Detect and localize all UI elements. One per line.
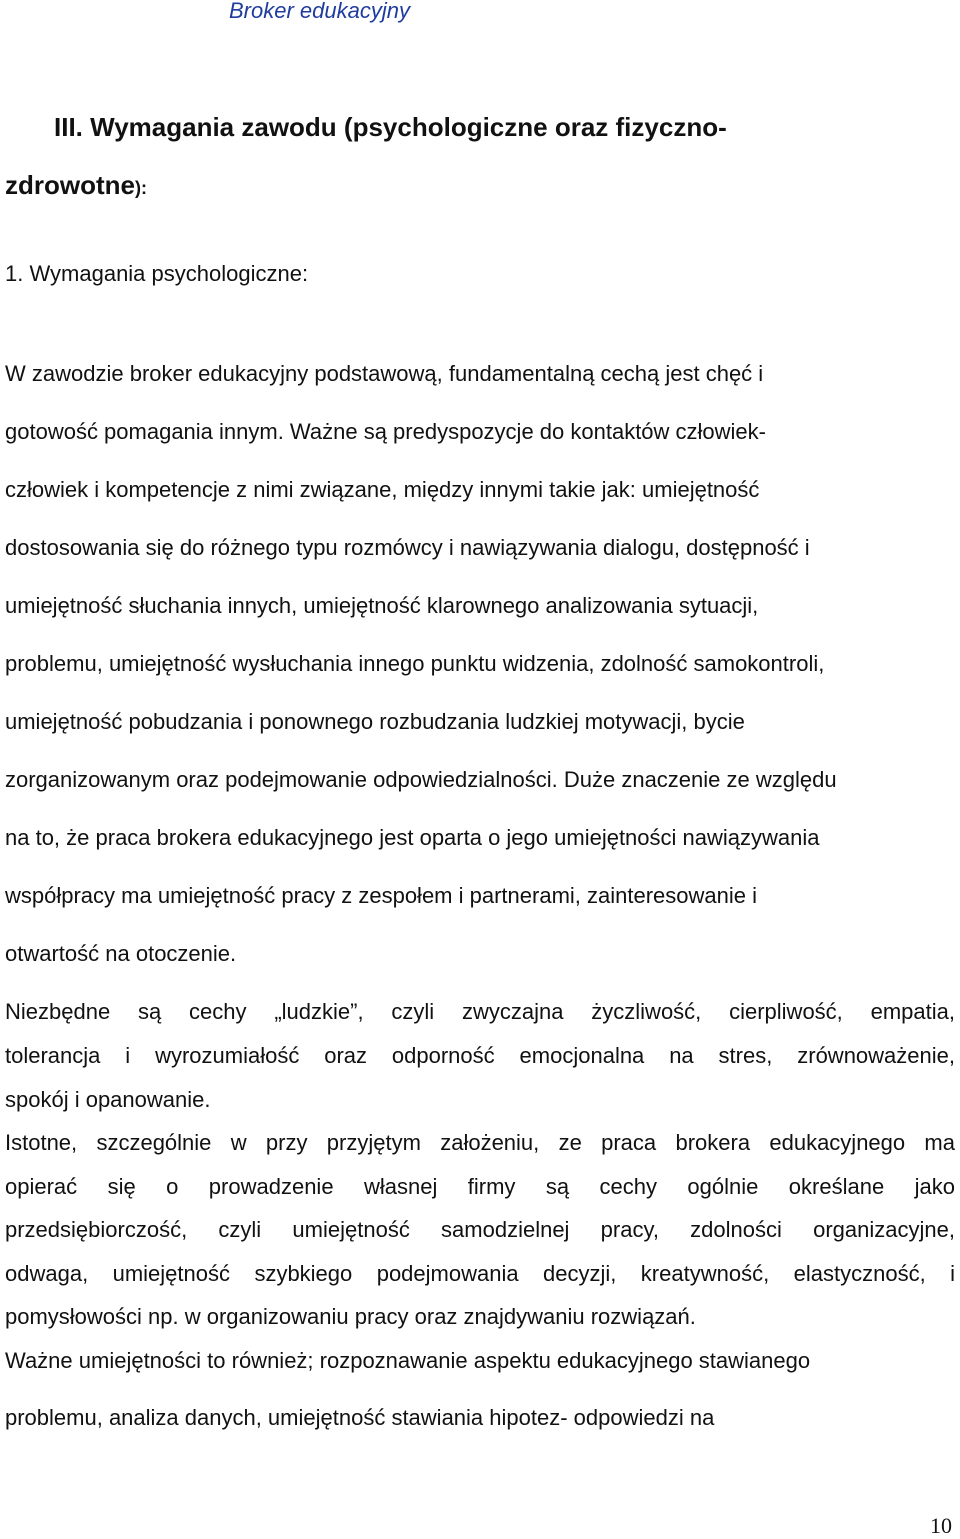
- body-line: człowiek i kompetencje z nimi związane, między innymi takie jak: umiejętność: [5, 477, 760, 502]
- paragraph-2-line: spokój i opanowanie.: [5, 1087, 211, 1112]
- body-line: współpracy ma umiejętność pracy z zespołem i partnerami, zainteresowanie i: [5, 883, 757, 908]
- body-line: umiejętność pobudzania i ponownego rozbudzania ludzkiej motywacji, bycie: [5, 709, 745, 734]
- paragraph-4-line: Ważne umiejętności to również; rozpoznawanie aspektu edukacyjnego stawianego: [5, 1348, 811, 1373]
- page-number: 10: [930, 1513, 952, 1538]
- paragraph-3-line: pomysłowości np. w organizowaniu pracy oraz znajdywaniu rozwiązań.: [5, 1304, 696, 1329]
- body-line: umiejętność słuchania innych, umiejętność klarownego analizowania sytuacji,: [5, 593, 759, 618]
- paragraph-3-line: Istotne, szczególnie w przy przyjętym założeniu, ze praca brokera edukacyjnego ma: [5, 1130, 955, 1155]
- body-line: na to, że praca brokera edukacyjnego jest oparta o jego umiejętności nawiązywania: [5, 825, 820, 850]
- section-heading-line-2: [5, 171, 147, 202]
- paragraph-4-line: problemu, analiza danych, umiejętność stawiania hipotez- odpowiedzi na: [5, 1405, 715, 1430]
- paragraph-2-line: Niezbędne są cechy „ludzkie”, czyli zwyczajna życzliwość, cierpliwość, empatia,: [5, 999, 955, 1024]
- page-header: Broker edukacyjny: [229, 0, 410, 23]
- body-line: W zawodzie broker edukacyjny podstawową, fundamentalną cechą jest chęć i: [5, 361, 764, 386]
- paragraph-3-line: opierać się o prowadzenie własnej firmy są cechy ogólnie określane jako: [5, 1174, 955, 1199]
- body-line: gotowość pomagania innym. Ważne są predyspozycje do kontaktów człowiek-: [5, 419, 766, 444]
- subheading: 1. Wymagania psychologiczne:: [5, 261, 309, 286]
- section-heading-line-1: III. Wymagania zawodu (psychologiczne oraz fizyczno-: [54, 112, 727, 142]
- body-line: zorganizowanym oraz podejmowanie odpowiedzialności. Duże znaczenie ze względu: [5, 767, 837, 792]
- paragraph-3-line: odwaga, umiejętność szybkiego podejmowania decyzji, kreatywność, elastyczność, i: [5, 1261, 955, 1286]
- body-line: dostosowania się do różnego typu rozmówcy i nawiązywania dialogu, dostępność i: [5, 535, 810, 560]
- body-line: otwartość na otoczenie.: [5, 941, 237, 966]
- section-heading-line-2-tail: ):: [135, 178, 147, 198]
- paragraph-2-line: tolerancja i wyrozumiałość oraz odporność emocjonalna na stres, zrównoważenie,: [5, 1043, 955, 1068]
- paragraph-3-line: przedsiębiorczość, czyli umiejętność samodzielnej pracy, zdolności organizacyjne,: [5, 1217, 955, 1242]
- body-line: problemu, umiejętność wysłuchania innego punktu widzenia, zdolność samokontroli,: [5, 651, 825, 676]
- section-heading-line-2-main: zdrowotne: [5, 170, 135, 200]
